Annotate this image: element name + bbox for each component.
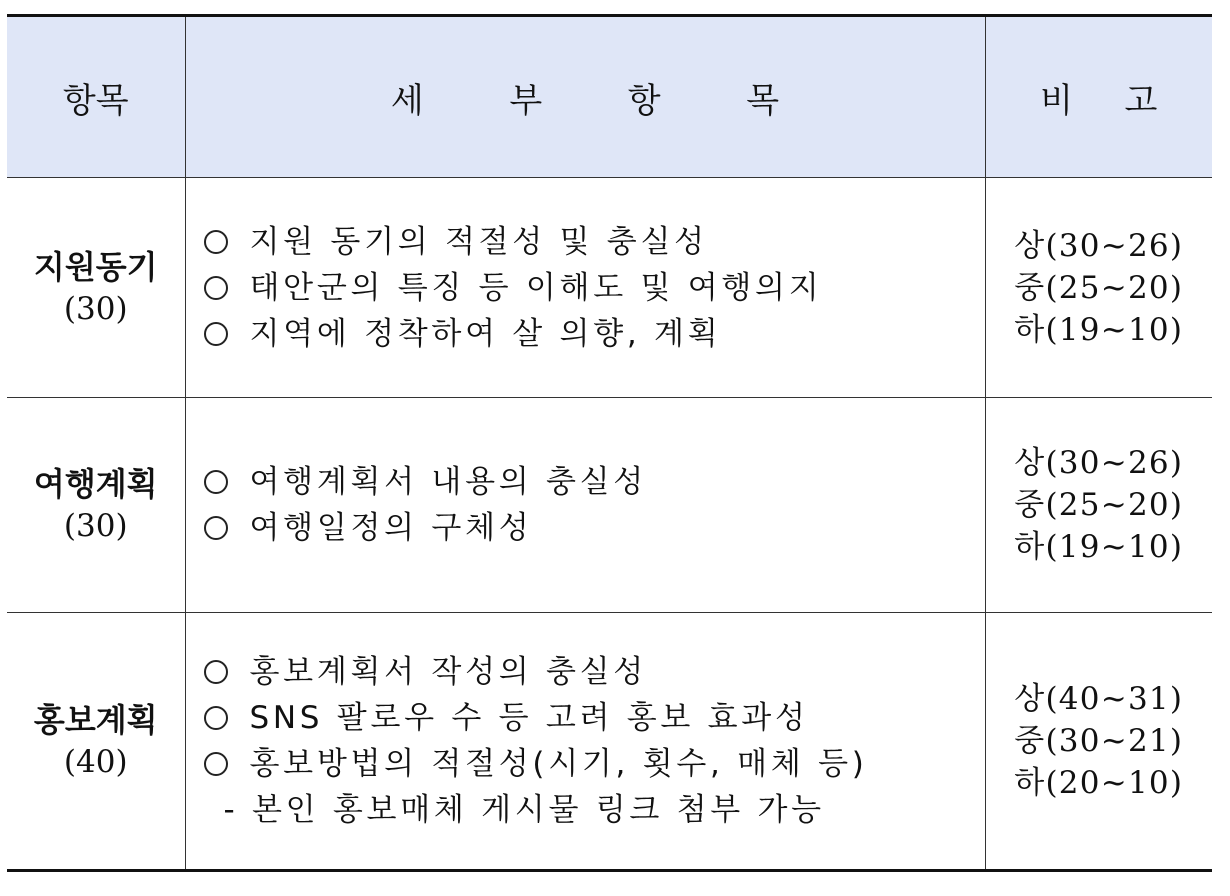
detail-item [204,265,985,311]
table-row [7,398,1212,613]
detail-text: SNS 팔로우 수 등 고려 홍보 효과성 [249,700,809,736]
detail-text: 여행일정의 구체성 [249,510,533,546]
circle-bullet-icon [204,276,228,300]
detail-item [204,649,985,695]
score-range: 상(40~31) [1014,681,1184,717]
category-cell [7,178,185,398]
score-range: 중(30~21) [1014,723,1184,759]
detail-text: 지원 동기의 적절성 및 충실성 [249,223,708,260]
detail-text: 여행계획서 내용의 충실성 [249,464,647,500]
category-score: (30) [63,508,128,544]
category-cell [7,613,185,871]
circle-bullet-icon [204,516,228,540]
table-header-row [7,16,1212,178]
header-detail-label: 세 부 항 목 [390,80,817,121]
detail-item [204,741,985,787]
evaluation-criteria-table [7,14,1212,872]
circle-bullet-icon [204,322,228,346]
category-score: (40) [63,744,128,780]
circle-bullet-icon [204,660,228,684]
detail-text: 홍보방법의 적절성(시기, 횟수, 매체 등) [249,746,868,782]
detail-text: 태안군의 특징 등 이해도 및 여행의지 [249,269,823,306]
score-range: 하(19~10) [1014,529,1184,565]
table-row [7,613,1212,871]
detail-item [204,311,985,357]
score-range: 상(30~26) [1014,445,1184,481]
category-name: 여행계획 [33,465,158,503]
detail-text: 지역에 정착하여 살 의향, 계획 [249,315,722,352]
category-name: 홍보계획 [33,701,158,739]
score-range: 하(19~10) [1014,311,1184,348]
detail-cell [185,398,985,613]
score-range: 중(25~20) [1014,487,1184,523]
category-score: (30) [63,290,128,327]
detail-sub-item: - 본인 홍보매체 게시물 링크 첨부 가능 [223,792,825,828]
score-range: 중(25~20) [1014,269,1184,306]
detail-item [204,219,985,265]
header-note-label: 비 고 [1040,80,1178,121]
note-cell [985,398,1212,613]
header-item [7,16,185,178]
detail-item [204,695,985,741]
circle-bullet-icon [204,470,228,494]
score-range: 하(20~10) [1014,765,1184,801]
detail-cell [185,178,985,398]
detail-item [204,505,985,551]
detail-cell [185,613,985,871]
note-cell [985,613,1212,871]
circle-bullet-icon [204,706,228,730]
note-cell [985,178,1212,398]
circle-bullet-icon [204,752,228,776]
score-range: 상(30~26) [1014,227,1184,264]
header-note [985,16,1212,178]
category-cell [7,398,185,613]
table-row [7,178,1212,398]
circle-bullet-icon [204,230,228,254]
header-item-label: 항목 [62,80,129,121]
detail-text: 홍보계획서 작성의 충실성 [249,654,647,690]
detail-item [204,459,985,505]
category-name: 지원동기 [33,247,158,286]
header-detail [185,16,985,178]
